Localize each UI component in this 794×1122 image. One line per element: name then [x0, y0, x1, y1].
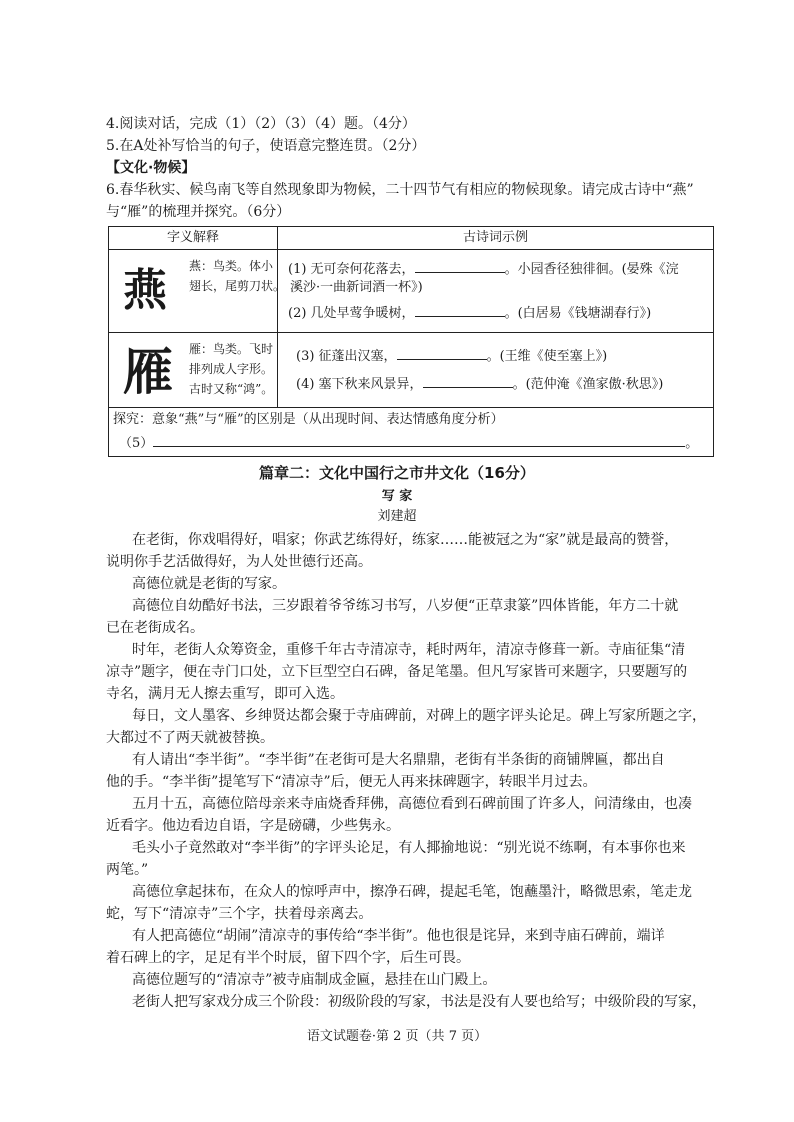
- yan-swallow-cell: [109, 250, 286, 333]
- paragraph-line: 他的手。“李半街”提笔写下“清凉寺”后，便无人再来抹碑题字，转眼半月过去。: [106, 774, 597, 790]
- paragraph-line: 高德位就是老街的写家。: [132, 576, 286, 592]
- paragraph-line: 高德位自幼酷好书法，三岁跟着爷爷练习书写，八岁便“正草隶篆”四体皆能，年方二十就: [132, 598, 679, 614]
- paragraph-line: 说明你手艺活做得好，为人处世德行还高。: [106, 554, 372, 570]
- swallow-poems-cell: [278, 250, 714, 333]
- paragraph-line: 两笔。”: [106, 862, 149, 878]
- paragraph-line: 寺名，满月无人擦去重写，即可入选。: [106, 686, 344, 702]
- table-header-right: 古诗词示例: [278, 227, 714, 250]
- answer-blank-1[interactable]: [415, 258, 505, 273]
- page-footer: 语文试题卷·第 2 页（共 7 页）: [306, 1029, 488, 1044]
- paragraph-line: 近看字。他边看边自语，字是磅礴，少些隽永。: [106, 818, 400, 834]
- goose-ancient-glyph-icon: 雁: [123, 342, 173, 401]
- swallow-ancient-glyph-icon: 燕: [123, 265, 167, 316]
- poem-line-1: (1) 无可奈何花落去， 。小园香径独徘徊。(晏殊《浣: [288, 258, 679, 280]
- paragraph-line: 已在老街成名。: [106, 620, 204, 636]
- question-6-line-1: 6.春华秋实、候鸟南飞等自然现象即为物候，二十四节气有相应的物候现象。请完成古诗中“燕”: [106, 182, 694, 198]
- paragraph-line: 老街人把写家戏分成三个阶段：初级阶段的写家，书法是没有人要也给写；中级阶段的写家，: [132, 994, 706, 1010]
- question-6-line-2: 与“雁”的梳理并探究。（6分）: [106, 204, 291, 220]
- question-5: 5.在A处补写恰当的句子，使语意完整连贯。（2分）: [106, 138, 426, 154]
- answer-blank-4[interactable]: [423, 373, 513, 388]
- goose-poems-cell: [278, 333, 714, 408]
- swallow-gloss: 燕：鸟类。体小 翅长，尾剪刀状。: [189, 259, 286, 293]
- paragraph-line: 有人把高德位“胡闹”清凉寺的事传给“李半街”。他也很是诧异，来到寺庙石碑前，端详: [132, 928, 665, 944]
- answer-blank-3[interactable]: [397, 345, 487, 360]
- answer-blank-2[interactable]: [415, 302, 505, 317]
- paragraph-line: 在老街，你戏唱得好，唱家；你武艺练得好，练家……能被冠之为“家”就是最高的赞誉，: [132, 532, 679, 548]
- paragraph-line: 着石碑上的字，足足有半个时辰，留下四个字，后生可畏。: [106, 950, 470, 966]
- poetry-table: [108, 226, 714, 457]
- article-title: 写 家: [381, 489, 413, 504]
- poem-line-2: (2) 几处早莺争暖树， 。(白居易《钱塘湖春行》): [288, 302, 651, 324]
- explore-prompt: 探究：意象“燕”与“雁”的区别是（从出现时间、表达情感角度分析）: [113, 412, 504, 427]
- goose-gloss: 雁：鸟类。飞时 排列成人字形。 古时又称“鸿”。: [189, 342, 274, 396]
- paragraph-line: 时年，老街人众筹资金，重修千年古寺清凉寺，耗时两年，清凉寺修葺一新。寺庙征集“清: [132, 642, 686, 658]
- paragraph-line: 每日，文人墨客、乡绅贤达都会聚于寺庙碑前，对碑上的题字评头论足。碑上写家所题之字，: [132, 708, 706, 724]
- paragraph-line: 大都过不了两天就被替换。: [106, 730, 274, 746]
- poem-line-4: (4) 塞下秋来风景异， 。(范仲淹《渔家傲·秋思》): [296, 373, 663, 395]
- poem-line-1-source: 溪沙·一曲新词酒一杯》): [290, 280, 423, 295]
- explore-answer-line: （5） 。: [119, 432, 698, 454]
- paragraph-line: 蛇，写下“清凉寺”三个字，扶着母亲离去。: [106, 906, 373, 922]
- paragraph-line: 毛头小子竟然敢对“李半街”的字评头论足，有人揶揄地说：“别光说不练啊，有本事你也来: [132, 840, 686, 856]
- paragraph-line: 高德位拿起抹布，在众人的惊呼声中，擦净石碑，提起毛笔，饱蘸墨汁，略微思索，笔走龙: [132, 884, 692, 900]
- paragraph-line: 凉寺”题字，便在寺门口处，立下巨型空白石碑，备足笔墨。但凡写家皆可来题字，只要题写的: [106, 664, 688, 680]
- paragraph-line: 五月十五，高德位陪母亲来寺庙烧香拜佛，高德位看到石碑前围了许多人，问清缘由，也凑: [132, 796, 692, 812]
- section-heading-culture: 【文化·物候】: [106, 160, 196, 176]
- question-4: 4.阅读对话，完成（1）（2）（3）（4）题。（4分）: [106, 116, 416, 132]
- answer-blank-5[interactable]: [153, 432, 685, 447]
- yan-goose-cell: [109, 333, 278, 408]
- table-header-left: 字义解释: [109, 227, 278, 250]
- paragraph-line: 有人请出“李半街”。“李半街”在老街可是大名鼎鼎，老街有半条街的商铺牌匾，都出自: [132, 752, 665, 768]
- paragraph-line: 高德位题写的“清凉寺”被寺庙制成金匾，悬挂在山门殿上。: [132, 972, 497, 988]
- poem-line-3: (3) 征蓬出汉塞， 。(王维《使至塞上》): [296, 345, 607, 367]
- chapter-title: 篇章二：文化中国行之市井文化（16分）: [259, 464, 535, 482]
- explore-cell: [109, 408, 714, 457]
- article-author: 刘建超: [377, 509, 417, 524]
